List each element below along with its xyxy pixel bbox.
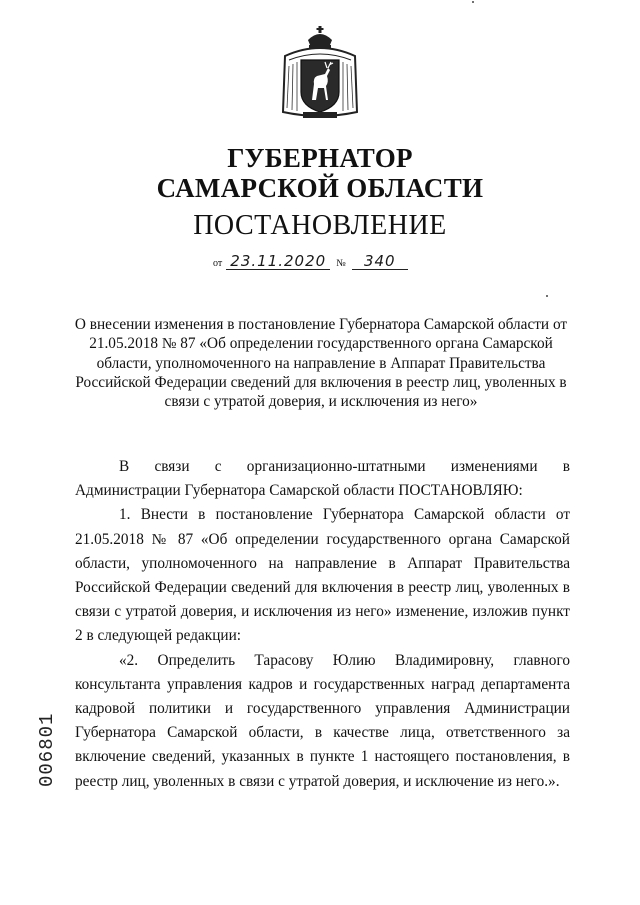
document-date: 23.11.2020 bbox=[226, 253, 330, 270]
preamble-paragraph: В связи с организационно-штатными изменениями в Администрации Губернатора Самарской области ПОСТАНОВЛЯЮ: bbox=[75, 458, 570, 500]
document-title: О внесении изменения в постановление Губернатора Самарской области от 21.05.2018 № 87 «Об определении государственного органа Самарской области, уполномоченного на направление в Аппарат Правительства Российской Федерации сведений для включения в реестр лиц, уволенных в связи с утратой доверия, и исключения из него» bbox=[74, 316, 568, 411]
document-dateline bbox=[213, 253, 408, 272]
samara-coat-of-arms-icon bbox=[279, 26, 361, 122]
scan-mark bbox=[472, 1, 474, 3]
document-number: 340 bbox=[352, 253, 408, 270]
quoted-item-2-paragraph: «2. Определить Тарасову Юлию Владимировну, главного консультанта управления кадров и государственных наград департамента кадровой политики и государственного управления Администрации Губернатора Самарской области, в качестве лица, ответственного за включение сведений, указанных в пункте 1 настоящего постановления, в реестр лиц, уволенных в связи с утратой доверия, и исключение из него.». bbox=[75, 651, 570, 790]
item-1-paragraph: 1. Внести в постановление Губернатора Самарской области от 21.05.2018 № 87 «Об определении государственного органа Самарской области, уполномоченного на направление в Аппарат Правительства Российской Федерации сведений для включения в реестр лиц, уволенных в связи с утратой доверия, и исключения из него» изменение, изложив пункт 2 в следующей редакции: bbox=[75, 506, 570, 645]
region-heading: САМАРСКОЙ ОБЛАСТИ bbox=[156, 173, 484, 203]
document-type-heading: ПОСТАНОВЛЕНИЕ bbox=[193, 210, 447, 241]
governor-heading: ГУБЕРНАТОР bbox=[227, 143, 413, 173]
scan-mark bbox=[546, 295, 548, 297]
side-serial-number: 006801 bbox=[36, 712, 58, 787]
document-body bbox=[75, 455, 570, 794]
date-label: от bbox=[213, 258, 223, 269]
number-label: № bbox=[336, 258, 346, 269]
